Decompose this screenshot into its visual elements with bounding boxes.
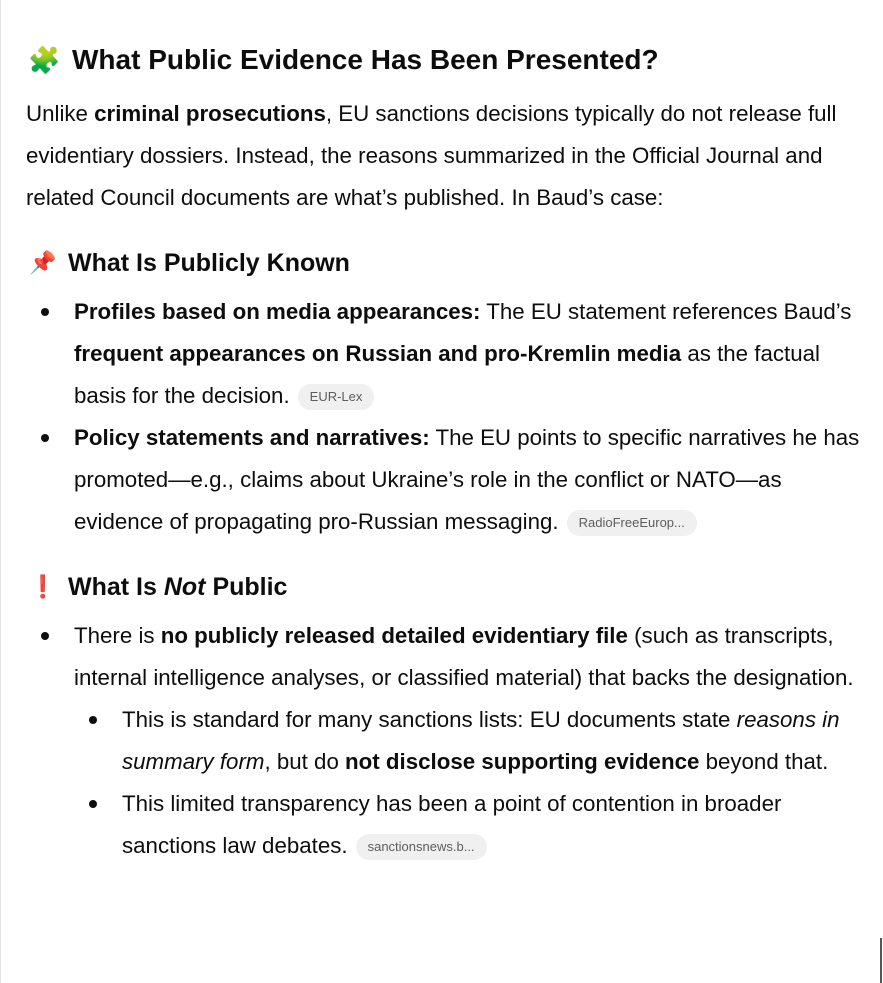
intro-text-2: , EU sanctions decisions typically do not release full evidentiary dossiers. Instead, the reasons summarized in the Official Journal and related Council documents are what’s published. In Baud’s case: (26, 101, 837, 210)
item-text: This limited transparency has been a point of contention in broader sanctions law debates. (122, 791, 782, 858)
list-item (26, 291, 866, 417)
source-chip-eur-lex[interactable]: EUR-Lex (298, 384, 375, 410)
item-bold-label: Profiles based on media appearances: (74, 299, 481, 324)
item-text: beyond that. (699, 749, 829, 774)
item-bold-text: no publicly released detailed evidentiary file (160, 623, 628, 648)
intro-bold: criminal prosecutions (94, 101, 326, 126)
not-public-list (26, 615, 866, 867)
sub-list-item (26, 783, 866, 867)
known-list (26, 291, 866, 543)
sub-list-item (26, 699, 866, 783)
source-chip-radiofreeeurope[interactable]: RadioFreeEurop... (567, 510, 697, 536)
item-text: This is standard for many sanctions lists: EU documents state (122, 707, 737, 732)
frame-border (0, 0, 1, 983)
item-text: , but do (264, 749, 346, 774)
item-text: (such as transcripts, internal intelligence analyses, or classified material) that backs the designation. (74, 623, 854, 690)
list-item (26, 417, 866, 543)
main-heading (28, 40, 659, 80)
scrollbar-thumb[interactable] (880, 938, 882, 983)
main-heading-text: What Public Evidence Has Been Presented? (72, 44, 659, 75)
item-bold-text: not disclose supporting evidence (345, 749, 700, 774)
not-public-heading (28, 569, 287, 605)
item-bold-text: frequent appearances on Russian and pro-Kremlin media (74, 341, 682, 366)
item-italic-text: reasons in summary form (122, 707, 840, 774)
known-heading (28, 245, 350, 281)
item-text: as the factual basis for the decision. (74, 341, 820, 408)
known-heading-text: What Is Publicly Known (68, 249, 350, 277)
item-bold-label: Policy statements and narratives: (74, 425, 430, 450)
item-text: The EU statement references Baud’s (480, 299, 852, 324)
not-public-heading-text: What Is Not Public (68, 573, 288, 601)
item-text: There is (74, 623, 161, 648)
source-chip-sanctionsnews[interactable]: sanctionsnews.b... (356, 834, 487, 860)
intro-text-1: Unlike (26, 101, 95, 126)
puzzle-piece-icon: 🧩 (28, 45, 61, 75)
exclamation-icon: ❗ (29, 574, 57, 599)
item-text: The EU points to specific narratives he has promoted—e.g., claims about Ukraine’s role in the conflict or NATO—as evidence of propagating pro-Russian messaging. (74, 425, 860, 534)
pushpin-icon: 📌 (29, 250, 57, 275)
intro-paragraph (26, 93, 856, 219)
list-item (26, 615, 866, 699)
